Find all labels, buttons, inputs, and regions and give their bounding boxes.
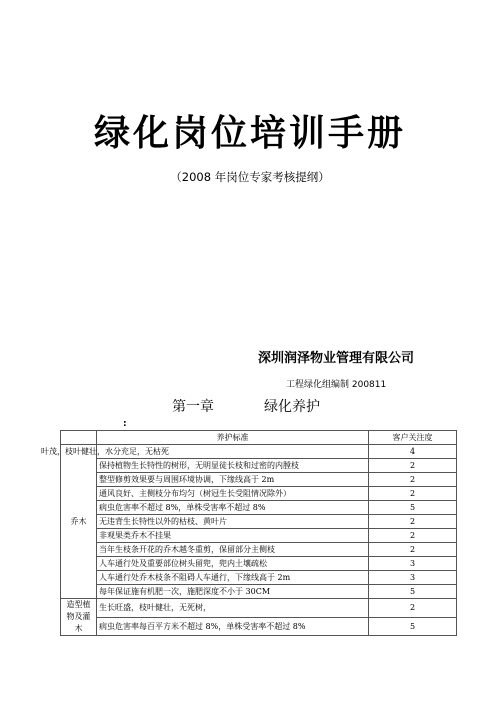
chapter-number: 第一章 bbox=[172, 399, 214, 415]
standard-cell: 非观果类乔木不挂果 bbox=[97, 529, 369, 543]
table-top-mark: : bbox=[123, 419, 127, 429]
standard-cell: 当年生枝条开花的乔木越冬重剪，保留部分主侧枝 bbox=[97, 543, 369, 557]
standard-cell: 保持植物生长特性的树形，无明显徒长枝和过密的内膛枝 bbox=[97, 459, 369, 473]
company-name: 深圳润泽物业管理有限公司 bbox=[258, 351, 415, 366]
attention-cell: 3 bbox=[369, 571, 457, 585]
attention-cell: 2 bbox=[369, 473, 457, 487]
table-row bbox=[61, 585, 457, 599]
standard-cell bbox=[41, 445, 369, 459]
attention-cell: 2 bbox=[369, 543, 457, 557]
attention-cell: 5 bbox=[369, 585, 457, 599]
table-row bbox=[61, 543, 457, 557]
header-category-cell bbox=[61, 431, 97, 445]
table-row bbox=[61, 501, 457, 515]
maintenance-standards-table bbox=[41, 430, 457, 636]
standard-cell: 无违背生长特性以外的枯枝、黄叶片 bbox=[97, 515, 369, 529]
table-row bbox=[61, 487, 457, 501]
attention-cell: 3 bbox=[369, 557, 457, 571]
document-title: 绿化岗位培训手册 bbox=[93, 113, 406, 154]
category-cell: 乔木 bbox=[61, 445, 97, 599]
maintenance-standards-sheet bbox=[41, 430, 455, 636]
standard-cell: 整型修剪效果要与周围环境协调，下缘线高于 2m bbox=[97, 473, 369, 487]
chapter-name: 绿化养护 bbox=[264, 399, 320, 415]
document-subtitle: （2008 年岗位专家考核提纲） bbox=[170, 170, 330, 184]
compiled-by: 工程绿化组编制 200811 bbox=[286, 380, 387, 390]
standard-cell: 病虫危害率不超过 8%，单株受害率不超过 8% bbox=[97, 501, 369, 515]
standard-cell: 通风良好、主侧枝分布均匀（树冠生长受阻情况除外） bbox=[97, 487, 369, 501]
attention-cell: 2 bbox=[369, 515, 457, 529]
table-row bbox=[61, 529, 457, 543]
attention-cell: 5 bbox=[369, 617, 457, 636]
standard-cell: 人车通行处乔木枝条不阻碍人车通行，下缘线高于 2m bbox=[97, 571, 369, 585]
table-row bbox=[61, 557, 457, 571]
table-row bbox=[61, 599, 457, 618]
attention-cell: 4 bbox=[369, 445, 457, 459]
standard-cell: 病虫危害率每百平方米不超过 8%，单株受害率不超过 8% bbox=[97, 617, 369, 636]
attention-cell: 2 bbox=[369, 487, 457, 501]
attention-cell: 5 bbox=[369, 501, 457, 515]
table-row bbox=[61, 459, 457, 473]
attention-cell: 2 bbox=[369, 459, 457, 473]
attention-cell: 2 bbox=[369, 529, 457, 543]
header-attention: 客户关注度 bbox=[369, 431, 457, 445]
standard-cell: 每年保证施有机肥一次，施肥深度不小于 30CM bbox=[97, 585, 369, 599]
table-row bbox=[61, 617, 457, 636]
category-cell: 造型植物及灌木 bbox=[61, 599, 97, 636]
standard-text: 叶茂，枝叶健壮，水分充足，无枯死 bbox=[41, 447, 169, 456]
table-row bbox=[61, 445, 457, 459]
table-row bbox=[61, 515, 457, 529]
standard-cell: 生长旺盛，枝叶健壮，无死树， bbox=[97, 599, 369, 618]
standard-cell: 人车通行处及重要部位树头留兜，兜内土壤疏松 bbox=[97, 557, 369, 571]
table-row bbox=[61, 571, 457, 585]
header-standard: 养护标准 bbox=[97, 431, 369, 445]
attention-cell: 2 bbox=[369, 599, 457, 618]
table-header-row bbox=[61, 431, 457, 445]
table-row bbox=[61, 473, 457, 487]
